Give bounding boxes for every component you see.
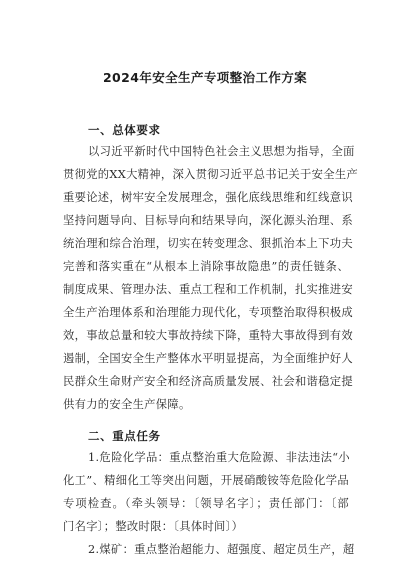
paragraph-line: 全生产治理体系和治理能力现代化，专项整治取得积极成 — [63, 306, 353, 319]
section-heading-general-requirements: 一、总体要求 — [88, 123, 161, 137]
paragraph-line: 1.危险化学品：重点整治重大危险源、非法违法“小 — [88, 451, 350, 464]
paragraph-line: 统治理和综合治理，切实在转变理念、狠抓治本上下功夫 — [63, 237, 353, 250]
paragraph-line: 民群众生命财产安全和经济高质量发展、社会和谐稳定提 — [63, 375, 353, 388]
paragraph-line: 专项检查。（牵头领导：〔领导名字〕；责任部门：〔部 — [63, 497, 349, 510]
section-heading-key-tasks: 二、重点任务 — [88, 429, 161, 443]
paragraph-line: 2.煤矿：重点整治超能力、超强度、超定员生产，超 — [88, 543, 355, 556]
paragraph-line: 完善和落实重在“从根本上消除事故隐患”的责任链条、 — [63, 260, 349, 273]
paragraph-line: 效，事故总量和较大事故持续下降，重特大事故得到有效 — [63, 329, 353, 342]
paragraph-line: 化工”、精细化工等突出问题，开展硝酸铵等危险化学品 — [63, 474, 349, 487]
paragraph-line: 重要论述，树牢安全发展理念，强化底线思维和红线意识 — [63, 191, 353, 204]
paragraph-line: 贯彻党的XX大精神，深入贯彻习近平总书记关于安全生产 — [63, 168, 359, 181]
paragraph-line: 坚持问题导向、目标导向和结果导向，深化源头治理、系 — [63, 214, 353, 227]
document-title: 2024年安全生产专项整治工作方案 — [102, 70, 308, 85]
paragraph-line: 门名字〕；整改时限：〔具体时间〕） — [63, 520, 244, 533]
paragraph-line: 以习近平新时代中国特色社会主义思想为指导，全面 — [88, 145, 355, 158]
paragraph-line: 供有力的安全生产保障。 — [63, 398, 191, 411]
paragraph-line: 制度成果、管理办法、重点工程和工作机制，扎实推进安 — [63, 283, 353, 296]
paragraph-line: 遏制，全国安全生产整体水平明显提高，为全面维护好人 — [63, 352, 353, 365]
